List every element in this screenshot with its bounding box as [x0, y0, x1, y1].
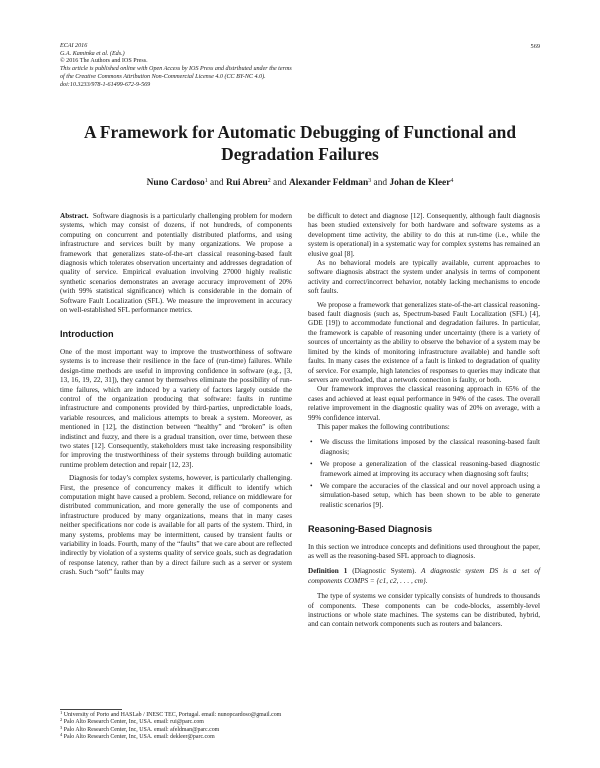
footnote [60, 724, 292, 734]
body-paragraph: We propose a framework that generalizes state-of-the-art classical reasoning-based fault diagnosis (such as, Spectrum-based Fault Localization (SFL) [4], GDE [19]) to accommodate functional and degradation failures. In particular, the framework is capable of reasoning under uncertainty (there is a variety of sources of uncertainty as the ability to observe the behavior of a system may be limited by the kinds of monitoring infrastructure available) and handle soft faults. In many cases the existence of a fault is linked to degradation of quality of service. For example, high latencies of responses to queries may indicate that servers are overloaded, that a network connection is faulty, or both. [308, 300, 540, 384]
list-item: • We compare the accuracies of the classical and our novel approach using a simulation-based setup, which has been shown to be able to generate realistic scenarios [9]. [308, 482, 540, 510]
header-line-venue: ECAI 2016 [60, 43, 88, 49]
list-item: • We propose a generalization of the classical reasoning-based diagnostic framework aimed at improving its accuracy when diagnosing soft faults; [308, 460, 540, 479]
footnote-text: Palo Alto Research Center, Inc, USA. email: rui@parc.com [63, 719, 204, 726]
header-line-editors: G.A. Kaminka et al. (Eds.) [60, 50, 125, 57]
footnotes [60, 712, 292, 741]
author-affiliation-mark: 2 [267, 178, 271, 184]
footnote-mark: 3 [60, 724, 63, 730]
intro-paragraph: Diagnosis for today’s complex systems, however, is particularly challenging. First, the presence of concurrency makes it difficult to identify which computation might have caused a problem. Second, reliance on middleware for distributed communication, and more generally the use of components and infrastructure produced by many organizations, means that in many cases neither specifications nor code is available for all parts of the system. Third, in many systems, problems may be intermittent, caused by transient faults or variability in loads. Fourth, many of the “faults” that we care about are reflected indirectly by violation of a systems quality of service goals, such as degradation of response latency, rather than by a direct failure such as a server or system crash. Such “soft” faults may [60, 474, 292, 577]
footnote-divider [60, 709, 122, 710]
author-name: Johan de Kleer [389, 178, 451, 188]
header-line-copyright: © 2016 The Authors and IOS Press. [60, 58, 148, 65]
contributions-list [308, 438, 540, 510]
author-affiliation-mark: 3 [368, 178, 372, 184]
list-item: • We discuss the limitations imposed by the classical reasoning-based fault diagnosis; [308, 438, 540, 457]
footnote [60, 719, 292, 726]
footnote [60, 731, 292, 741]
body-paragraph: As no behavioral models are typically available, current approaches to software diagnosis abstract the system under analysis in terms of component activity and correct/incorrect behavior, notably lacking mechanisms to encode soft faults. [308, 259, 540, 296]
footnote-text: University of Porto and HASLab / INESC TEC, Portugal. email: nunopcardoso@gmail.com [63, 712, 282, 718]
definition-label: Definition 1 [308, 567, 348, 576]
paper-title: A Framework for Automatic Debugging of Functional and Degradation Failures [83, 122, 517, 164]
header-line-license-2: of the Creative Commons Attribution Non-Commercial License 4.0 (CC BY-NC 4.0). [60, 73, 266, 80]
header-line-license-1: This article is published online with Open Access by IOS Press and distributed under the terms [60, 66, 292, 73]
body-paragraph: This paper makes the following contributions: [317, 422, 450, 431]
author-conjunction: and [273, 178, 287, 188]
section-heading-introduction: Introduction [60, 329, 114, 340]
footnote-text: Palo Alto Research Center, Inc, USA. email: dekleer@parc.com [63, 733, 215, 740]
left-column [60, 212, 292, 578]
abstract-text: Software diagnosis is a particularly challenging problem for modern systems, which may consist of dozens, if not hundreds, of components computing on concurrent and potentially distributed platforms, and using infrastructure and services built by many organizations. We propose a framework that generalizes state-of-the-art classical reasoning-based fault diagnosis which tolerates observation uncertainty and addresses degradation of quality of service. Empirical evaluation involving 27000 highly realistic synthetic scenarios demonstrates an average accuracy improvement of 20% (with 99% statistical significance) which is considerable in the domain of Software Fault Localization (SFL). We measure the improvement in accuracy on well-established SFL performance metrics. [60, 212, 293, 315]
author-name: Nuno Cardoso [146, 178, 205, 188]
footnote-mark: 2 [60, 717, 63, 723]
body-paragraph: be difficult to detect and diagnose [12]. Consequently, although fault diagnosis has been studied extensively for both hardware and software systems as a development time activity, the ability to do this at run-time (i.e., while the system is operational) in a systematic way for complex systems has remained an elusive goal [8]. [308, 212, 540, 258]
footnote-mark: 4 [60, 731, 63, 737]
intro-paragraph: One of the most important way to improve the trustworthiness of software systems is to increase their resilience in the face of (run-time) failures. While design-time methods are useful in improving confidence in software (e.g., [3, 13, 16, 19, 22, 31]), they cannot by themselves eliminate the possibility of run-time failures, which are induced by a variety of factors largely outside the control of the organization producing that software: faults in runtime infrastructure and components provided by third-parties, unpredictable loads, variable resources, and malicious attempts to break a system. Moreover, as mentioned in [12], the distinction between “healthy” and “broken” is often indistinct and fuzzy, and there is a gradual transition, over time, between these two states [12]. Consequently, stakeholders must take increasing responsibility for improving the trustworthiness of their systems through building automatic runtime problem detection and repair [12, 23]. [60, 347, 292, 469]
journal-header [60, 43, 540, 89]
author-affiliation-mark: 1 [204, 178, 208, 184]
author-conjunction: and [210, 178, 224, 188]
body-paragraph: Our framework improves the classical reasoning approach in 65% of the cases and achieved at least equal performance in 94% of the cases. The overall relative improvement in the diagnostic quality was of 20% on average, with a 99% confidence interval. [308, 385, 540, 422]
author-conjunction: and [373, 178, 388, 188]
author-name: Rui Abreu [225, 178, 268, 188]
author-name: Alexander Feldman [288, 178, 369, 188]
abstract-label: Abstract. [60, 212, 89, 220]
body-paragraph: The type of systems we consider typically consists of hundreds to thousands of components. These components can be code-blocks, assembly-level instructions or whole state machines. The systems can be distributed, hybrid, and can contain network components such as routers and balancers. [308, 592, 540, 629]
header-line-doi: doi:10.3233/978-1-61499-672-9-569 [60, 81, 151, 88]
author-affiliation-mark: 4 [450, 178, 454, 184]
definition-name: (Diagnostic System). [352, 567, 417, 576]
right-column [308, 212, 540, 630]
footnote-text: Palo Alto Research Center, Inc, USA. email: afeldman@parc.com [63, 726, 220, 733]
body-paragraph: In this section we introduce concepts and definitions used throughout the paper, as well as the reasoning-based SFL approach to diagnosis. [308, 542, 540, 560]
section-heading-reasoning: Reasoning-Based Diagnosis [308, 524, 433, 535]
definition-text: A diagnostic system DS is a set of components COMPS = {c1, c2, . . . , cm}. [308, 567, 540, 585]
footnote-mark: 1 [60, 710, 63, 715]
author-list [60, 178, 540, 188]
abstract [60, 212, 292, 315]
page-number: 569 [530, 43, 540, 50]
definition [308, 567, 540, 586]
